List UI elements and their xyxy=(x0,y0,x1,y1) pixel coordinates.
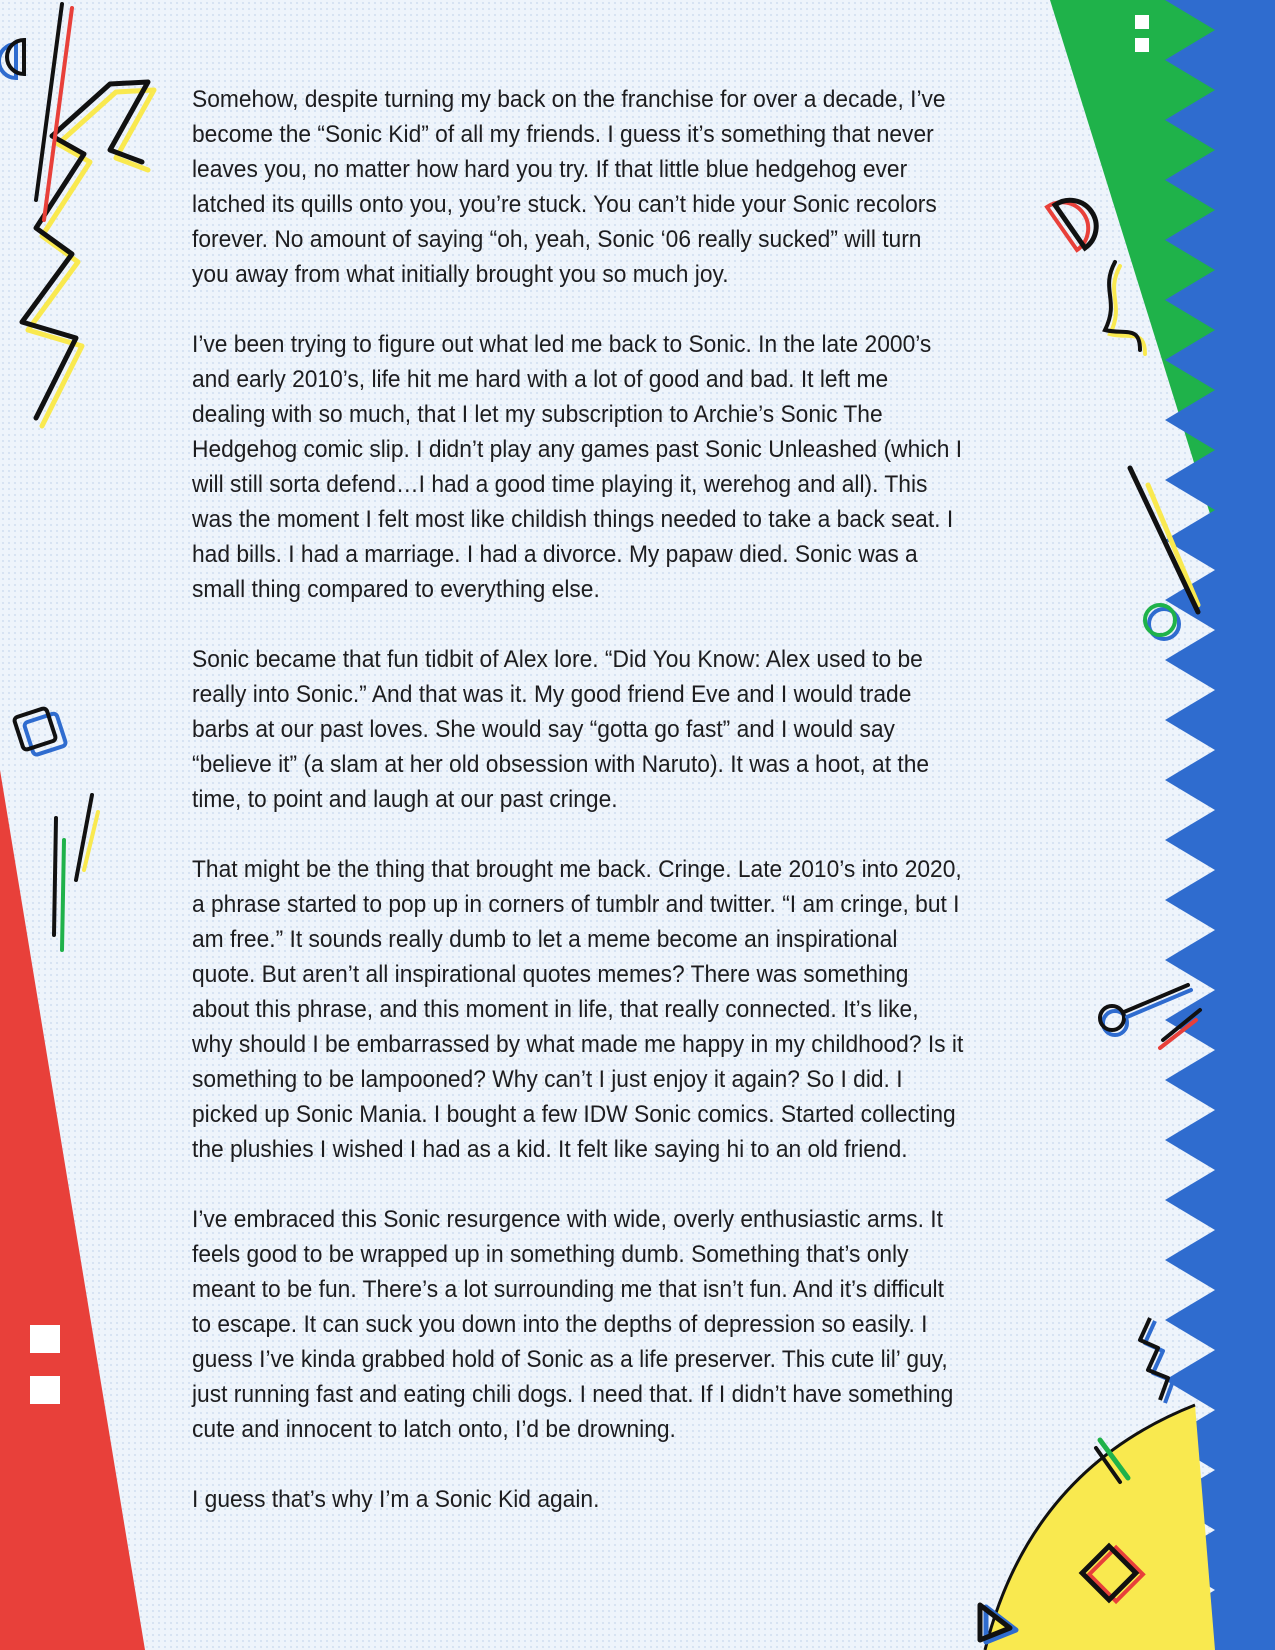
paragraph: Sonic became that fun tidbit of Alex lore. “Did You Know: Alex used to be really into Sonic.” And that was it. My good friend Eve and I would trade barbs at our past loves. She would say “gotta go fast” and I would say “believe it” (a slam at her old obsession with Naruto). It was a hoot, at the time, to point and laugh at our past cringe. xyxy=(192,646,930,813)
dot-pair-icon xyxy=(1135,38,1149,52)
paragraph: I’ve been trying to figure out what led me back to Sonic. In the late 2000’s and early 2010’s, life hit me hard with a lot of good and bad. It left me dealing with so much, that I let my subscription to Archie’s Sonic The Hedgehog comic slip. I didn’t play any games past Sonic Unleashed (which I will still sorta defend…I had a good time playing it, werehog and all). This was the moment I felt most like childish things needed to take a back seat. I had bills. I had a marriage. I had a divorce. My papaw died. Sonic was a small thing compared to everything else. xyxy=(192,331,963,603)
dot-pair-icon xyxy=(30,1376,60,1404)
squiggle-icon xyxy=(1140,1318,1168,1400)
dot-pair-icon xyxy=(1135,15,1149,29)
paragraph: Somehow, despite turning my back on the franchise for over a decade, I’ve become the “Sonic Kid” of all my friends. I guess it’s something that never leaves you, no matter how hard you try. If that little blue hedgehog ever latched its quills onto you, you’re stuck. You can’t hide your Sonic recolors forever. No amount of saying “oh, yeah, Sonic ‘06 really sucked” will turn you away from what initially brought you so much joy. xyxy=(192,86,946,288)
article-body xyxy=(192,82,964,1552)
pin-icon xyxy=(1124,985,1188,1012)
square-outline-icon xyxy=(14,708,57,751)
squiggle-icon xyxy=(62,840,64,950)
squiggle-icon xyxy=(54,818,56,935)
paragraph: I guess that’s why I’m a Sonic Kid again. xyxy=(192,1486,600,1513)
green-corner-shape xyxy=(1050,0,1215,530)
blue-zigzag-strip xyxy=(1165,0,1275,1650)
red-corner-shape xyxy=(0,770,145,1650)
paragraph: I’ve embraced this Sonic resurgence with wide, overly enthusiastic arms. It feels good to be wrapped up in something dumb. Something that’s only meant to be fun. There’s a lot surrounding me that isn’t fun. And it’s difficult to escape. It can suck you down into the depths of depression so easily. I guess I’ve kinda grabbed hold of Sonic as a life preserver. This cute lil’ guy, just running fast and eating chili dogs. I need that. If I didn’t have something cute and innocent to latch onto, I’d be drowning. xyxy=(192,1206,954,1443)
dot-pair-icon xyxy=(30,1325,60,1353)
paragraph: That might be the thing that brought me back. Cringe. Late 2010’s into 2020, a phrase started to pop up in corners of tumblr and twitter. “I am cringe, but I am free.” It sounds really dumb to let a meme become an inspirational quote. But aren’t all inspirational quotes memes? There was something about this phrase, and this moment in life, that really connected. It’s like, why should I be embarrassed by what made me happy in my childhood? Is it something to be lampooned? Why can’t I just enjoy it again? So I did. I picked up Sonic Mania. I bought a few IDW Sonic comics. Started collecting the plushies I wished I had as a kid. It felt like saying hi to an old friend. xyxy=(192,856,964,1163)
squiggle-icon xyxy=(22,82,154,426)
squiggle-icon xyxy=(1145,1321,1173,1403)
